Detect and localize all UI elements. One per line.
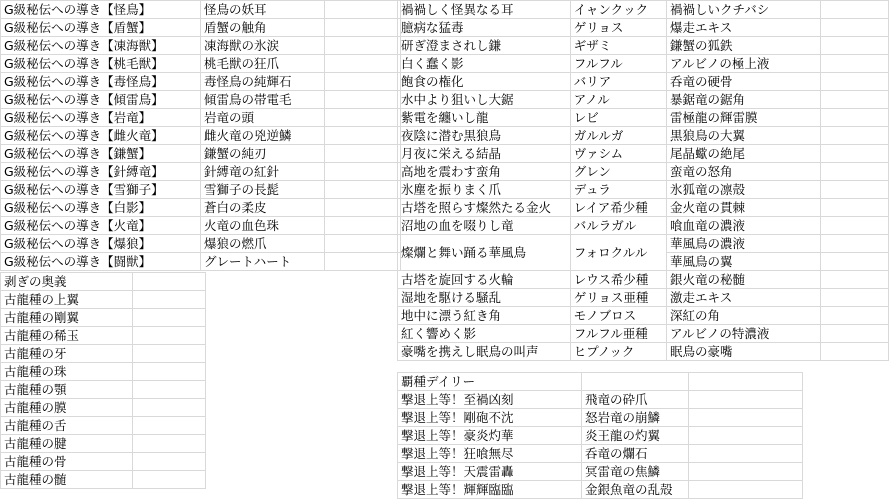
haryu-quest-cell[interactable]: 撃退上等！豪炎灼華 bbox=[398, 427, 582, 445]
empty-cell[interactable] bbox=[820, 91, 888, 109]
haryu-material-cell[interactable]: 金銀魚竜の乱殻 bbox=[582, 481, 689, 499]
empty-cell[interactable] bbox=[582, 373, 689, 391]
empty-cell[interactable] bbox=[820, 343, 888, 361]
mark-name-cell[interactable]: 高地を震わす蛮角 bbox=[398, 163, 571, 181]
mark-name-cell[interactable]: 飽食の権化 bbox=[398, 73, 571, 91]
guide-material-cell[interactable]: 針縛竜の紅針 bbox=[201, 163, 325, 181]
hagi-item-cell[interactable]: 古龍種の牙 bbox=[1, 345, 133, 363]
empty-cell[interactable] bbox=[689, 463, 803, 481]
haryu-material-cell[interactable]: 怒岩竜の崩鱗 bbox=[582, 409, 689, 427]
mark-monster-cell[interactable]: デュラ bbox=[570, 181, 666, 199]
table-row bbox=[1, 217, 401, 235]
guide-material-cell[interactable]: 爆狼の燃爪 bbox=[201, 235, 325, 253]
table-row bbox=[398, 445, 803, 463]
hagi-item-cell[interactable]: 古龍種の腱 bbox=[1, 435, 133, 453]
empty-cell[interactable] bbox=[325, 91, 401, 109]
empty-cell[interactable] bbox=[325, 127, 401, 145]
empty-cell[interactable] bbox=[689, 409, 803, 427]
table-row bbox=[1, 381, 206, 399]
hagi-item-cell[interactable]: 古龍種の舌 bbox=[1, 417, 133, 435]
table-row bbox=[398, 181, 889, 199]
empty-cell[interactable] bbox=[325, 55, 401, 73]
guide-item-cell[interactable]: G級秘伝への導き【毒怪鳥】 bbox=[1, 73, 201, 91]
mark-material-cell[interactable]: 銀火竜の秘髄 bbox=[667, 271, 821, 289]
empty-cell[interactable] bbox=[325, 109, 401, 127]
table-row bbox=[398, 343, 889, 361]
hagi-heading-cell[interactable]: 剥ぎの奥義 bbox=[1, 273, 133, 291]
guide-material-cell[interactable]: 毒怪鳥の純輝石 bbox=[201, 73, 325, 91]
haryu-material-cell[interactable]: 飛竜の砕爪 bbox=[582, 391, 689, 409]
empty-cell[interactable] bbox=[820, 1, 888, 19]
empty-cell[interactable] bbox=[820, 37, 888, 55]
mark-monster-cell[interactable]: ヒプノック bbox=[570, 343, 666, 361]
table-row bbox=[398, 409, 803, 427]
table-row bbox=[398, 271, 889, 289]
mark-name-cell[interactable]: 水中より狙いし大鋸 bbox=[398, 91, 571, 109]
guide-item-cell[interactable]: G級秘伝への導き【爆狼】 bbox=[1, 235, 201, 253]
empty-cell[interactable] bbox=[325, 253, 401, 271]
empty-cell[interactable] bbox=[133, 291, 206, 309]
table-row bbox=[1, 37, 401, 55]
empty-cell[interactable] bbox=[820, 235, 888, 253]
guide-table bbox=[0, 0, 401, 271]
mark-name-cell[interactable]: 紫電を纏いし龍 bbox=[398, 109, 571, 127]
mark-material-cell[interactable]: 黒狼鳥の大翼 bbox=[667, 127, 821, 145]
empty-cell[interactable] bbox=[325, 19, 401, 37]
empty-cell[interactable] bbox=[820, 19, 888, 37]
table-row bbox=[1, 109, 401, 127]
table-row bbox=[1, 73, 401, 91]
mark-monster-cell[interactable]: レウス希少種 bbox=[570, 271, 666, 289]
mark-name-cell[interactable]: 白く蠢く影 bbox=[398, 55, 571, 73]
table-row bbox=[398, 289, 889, 307]
mark-monster-cell[interactable]: レイア希少種 bbox=[570, 199, 666, 217]
mark-monster-cell[interactable]: フルフル bbox=[570, 55, 666, 73]
empty-cell[interactable] bbox=[820, 217, 888, 235]
guide-material-cell[interactable]: 怪鳥の妖耳 bbox=[201, 1, 325, 19]
table-row bbox=[398, 463, 803, 481]
table-row bbox=[1, 471, 206, 489]
guide-material-cell[interactable]: 雌火竜の兇逆鱗 bbox=[201, 127, 325, 145]
guide-item-cell[interactable]: G級秘伝への導き【針縛竜】 bbox=[1, 163, 201, 181]
empty-cell[interactable] bbox=[820, 199, 888, 217]
empty-cell[interactable] bbox=[325, 1, 401, 19]
empty-cell[interactable] bbox=[820, 109, 888, 127]
mark-monster-cell[interactable]: ゲリョス亜種 bbox=[570, 289, 666, 307]
empty-cell[interactable] bbox=[325, 163, 401, 181]
empty-cell[interactable] bbox=[820, 145, 888, 163]
guide-material-cell[interactable]: 蒼白の柔皮 bbox=[201, 199, 325, 217]
mark-material-cell[interactable]: 禍禍しいクチバシ bbox=[667, 1, 821, 19]
guide-item-cell[interactable]: G級秘伝への導き【岩竜】 bbox=[1, 109, 201, 127]
mark-material-cell[interactable]: 蛮竜の怒角 bbox=[667, 163, 821, 181]
table-row bbox=[1, 19, 401, 37]
guide-material-cell[interactable]: 盾蟹の触角 bbox=[201, 19, 325, 37]
mark-monster-cell[interactable]: グレン bbox=[570, 163, 666, 181]
mark-name-cell[interactable]: 紅く響めく影 bbox=[398, 325, 571, 343]
table-row bbox=[1, 199, 401, 217]
table-row bbox=[1, 345, 206, 363]
empty-cell[interactable] bbox=[820, 307, 888, 325]
mark-name-cell[interactable]: 研ぎ澄まされし鎌 bbox=[398, 37, 571, 55]
hagi-table bbox=[0, 272, 206, 489]
empty-cell[interactable] bbox=[133, 273, 206, 291]
empty-cell[interactable] bbox=[133, 435, 206, 453]
mark-name-cell[interactable]: 地中に漂う紅き角 bbox=[398, 307, 571, 325]
mark-material-cell[interactable]: アルビノの特濃液 bbox=[667, 325, 821, 343]
haryu-quest-cell[interactable]: 撃退上等！輝輝臨臨 bbox=[398, 481, 582, 499]
empty-cell[interactable] bbox=[820, 127, 888, 145]
table-row bbox=[1, 417, 206, 435]
table-row bbox=[398, 145, 889, 163]
empty-cell[interactable] bbox=[325, 235, 401, 253]
table-row bbox=[1, 399, 206, 417]
mark-table bbox=[397, 0, 889, 361]
haryu-material-cell[interactable]: 呑竜の爛石 bbox=[582, 445, 689, 463]
mark-name-cell[interactable]: 月夜に栄える結晶 bbox=[398, 145, 571, 163]
mark-monster-cell[interactable]: レビ bbox=[570, 109, 666, 127]
guide-item-cell[interactable]: G級秘伝への導き【桃毛獣】 bbox=[1, 55, 201, 73]
hagi-item-cell[interactable]: 古龍種の稀玉 bbox=[1, 327, 133, 345]
mark-monster-cell[interactable]: モノブロス bbox=[570, 307, 666, 325]
table-row bbox=[398, 391, 803, 409]
empty-cell[interactable] bbox=[820, 253, 888, 271]
table-row bbox=[398, 481, 803, 499]
guide-item-cell[interactable]: G級秘伝への導き【傾雷鳥】 bbox=[1, 91, 201, 109]
empty-cell[interactable] bbox=[133, 327, 206, 345]
mark-monster-cell[interactable]: バリア bbox=[570, 73, 666, 91]
mark-material-cell[interactable]: 爆走エキス bbox=[667, 19, 821, 37]
empty-cell[interactable] bbox=[820, 163, 888, 181]
empty-cell[interactable] bbox=[133, 363, 206, 381]
table-row bbox=[398, 55, 889, 73]
mark-name-cell[interactable]: 夜陰に潜む黒狼鳥 bbox=[398, 127, 571, 145]
haryu-material-cell[interactable]: 冥雷竜の焦鱗 bbox=[582, 463, 689, 481]
haryu-quest-cell[interactable]: 撃退上等！天震雷轟 bbox=[398, 463, 582, 481]
empty-cell[interactable] bbox=[689, 445, 803, 463]
table-row bbox=[1, 145, 401, 163]
hagi-item-cell[interactable]: 古龍種の骨 bbox=[1, 453, 133, 471]
hagi-item-cell[interactable]: 古龍種の剛翼 bbox=[1, 309, 133, 327]
guide-material-cell[interactable]: 岩竜の頭 bbox=[201, 109, 325, 127]
guide-material-cell[interactable]: 雪獅子の長髭 bbox=[201, 181, 325, 199]
mark-monster-cell[interactable]: フォロクルル bbox=[570, 235, 666, 271]
mark-material-cell[interactable]: 鎌蟹の狐鉄 bbox=[667, 37, 821, 55]
empty-cell[interactable] bbox=[689, 373, 803, 391]
guide-material-cell[interactable]: 凍海獣の氷涙 bbox=[201, 37, 325, 55]
table-row bbox=[1, 55, 401, 73]
empty-cell[interactable] bbox=[133, 453, 206, 471]
empty-cell[interactable] bbox=[820, 181, 888, 199]
mark-material-cell[interactable]: 氷狐竜の凛殻 bbox=[667, 181, 821, 199]
mark-monster-cell[interactable]: ガルルガ bbox=[570, 127, 666, 145]
table-row bbox=[398, 307, 889, 325]
mark-material-cell[interactable]: 呑竜の硬骨 bbox=[667, 73, 821, 91]
hagi-item-cell[interactable]: 古龍種の髄 bbox=[1, 471, 133, 489]
table-row bbox=[398, 199, 889, 217]
table-row bbox=[1, 235, 401, 253]
hagi-item-cell[interactable]: 古龍種の珠 bbox=[1, 363, 133, 381]
mark-material-cell[interactable]: 華風鳥の濃液 bbox=[667, 235, 821, 253]
guide-item-cell[interactable]: G級秘伝への導き【白影】 bbox=[1, 199, 201, 217]
haryu-material-cell[interactable]: 炎王龍の灼翼 bbox=[582, 427, 689, 445]
empty-cell[interactable] bbox=[133, 417, 206, 435]
empty-cell[interactable] bbox=[133, 399, 206, 417]
guide-item-cell[interactable]: G級秘伝への導き【怪鳥】 bbox=[1, 1, 201, 19]
table-row bbox=[1, 1, 401, 19]
empty-cell[interactable] bbox=[325, 181, 401, 199]
table-row bbox=[398, 1, 889, 19]
guide-item-cell[interactable]: G級秘伝への導き【凍海獣】 bbox=[1, 37, 201, 55]
mark-material-cell[interactable]: 金火竜の貫棘 bbox=[667, 199, 821, 217]
table-row bbox=[1, 291, 206, 309]
table-row bbox=[398, 109, 889, 127]
guide-material-cell[interactable]: グレートハート bbox=[201, 253, 325, 271]
mark-monster-cell[interactable]: ヴァシム bbox=[570, 145, 666, 163]
guide-material-cell[interactable]: 桃毛獣の狂爪 bbox=[201, 55, 325, 73]
table-row bbox=[1, 363, 206, 381]
guide-item-cell[interactable]: G級秘伝への導き【雌火竜】 bbox=[1, 127, 201, 145]
table-row bbox=[398, 325, 889, 343]
haryu-table bbox=[397, 372, 803, 499]
table-row bbox=[398, 127, 889, 145]
table-row bbox=[1, 181, 401, 199]
empty-cell[interactable] bbox=[133, 381, 206, 399]
empty-cell[interactable] bbox=[820, 271, 888, 289]
mark-material-cell[interactable]: 暴鋸竜の鋸角 bbox=[667, 91, 821, 109]
table-row bbox=[398, 91, 889, 109]
mark-name-cell[interactable]: 湿地を駆ける騒乱 bbox=[398, 289, 571, 307]
empty-cell[interactable] bbox=[325, 145, 401, 163]
mark-name-cell[interactable]: 豪嘴を携えし眠鳥の叫声 bbox=[398, 343, 571, 361]
empty-cell[interactable] bbox=[325, 217, 401, 235]
table-row bbox=[1, 91, 401, 109]
guide-item-cell[interactable]: G級秘伝への導き【火竜】 bbox=[1, 217, 201, 235]
haryu-quest-cell[interactable]: 撃退上等！狂喰無尽 bbox=[398, 445, 582, 463]
table-row bbox=[1, 273, 206, 291]
table-row bbox=[1, 253, 401, 271]
mark-name-cell[interactable]: 燦爛と舞い踊る華風鳥 bbox=[398, 235, 571, 271]
table-row bbox=[398, 19, 889, 37]
mark-monster-cell[interactable]: ギザミ bbox=[570, 37, 666, 55]
mark-name-cell[interactable]: 古塔を照らす燦然たる金火 bbox=[398, 199, 571, 217]
empty-cell[interactable] bbox=[325, 73, 401, 91]
guide-material-cell[interactable]: 火竜の血色珠 bbox=[201, 217, 325, 235]
guide-item-cell[interactable]: G級秘伝への導き【闘獣】 bbox=[1, 253, 201, 271]
empty-cell[interactable] bbox=[133, 471, 206, 489]
table-row bbox=[398, 217, 889, 235]
haryu-quest-cell[interactable]: 撃退上等！剛砲不沈 bbox=[398, 409, 582, 427]
mark-name-cell[interactable]: 古塔を旋回する火輪 bbox=[398, 271, 571, 289]
empty-cell[interactable] bbox=[133, 309, 206, 327]
mark-material-cell[interactable]: 華風鳥の翼 bbox=[667, 253, 821, 271]
mark-material-cell[interactable]: 眠鳥の豪嘴 bbox=[667, 343, 821, 361]
empty-cell[interactable] bbox=[325, 37, 401, 55]
mark-material-cell[interactable]: 喰血竜の濃液 bbox=[667, 217, 821, 235]
mark-monster-cell[interactable]: イャンクック bbox=[570, 1, 666, 19]
table-row bbox=[1, 309, 206, 327]
empty-cell[interactable] bbox=[325, 199, 401, 217]
mark-name-cell[interactable]: 氷塵を振りまく爪 bbox=[398, 181, 571, 199]
empty-cell[interactable] bbox=[689, 481, 803, 499]
table-row bbox=[1, 327, 206, 345]
empty-cell[interactable] bbox=[133, 345, 206, 363]
empty-cell[interactable] bbox=[689, 427, 803, 445]
table-row bbox=[398, 235, 889, 253]
empty-cell[interactable] bbox=[820, 289, 888, 307]
table-row bbox=[398, 427, 803, 445]
table-row bbox=[398, 163, 889, 181]
haryu-heading-cell[interactable]: 覇種デイリー bbox=[398, 373, 582, 391]
mark-material-cell[interactable]: 深紅の角 bbox=[667, 307, 821, 325]
table-row bbox=[398, 373, 803, 391]
guide-item-cell[interactable]: G級秘伝への導き【雪獅子】 bbox=[1, 181, 201, 199]
guide-material-cell[interactable]: 傾雷鳥の帯電毛 bbox=[201, 91, 325, 109]
mark-name-cell[interactable]: 臆病な猛毒 bbox=[398, 19, 571, 37]
mark-name-cell[interactable]: 禍禍しく怪異なる耳 bbox=[398, 1, 571, 19]
hagi-item-cell[interactable]: 古龍種の顎 bbox=[1, 381, 133, 399]
guide-item-cell[interactable]: G級秘伝への導き【鎌蟹】 bbox=[1, 145, 201, 163]
table-row bbox=[1, 163, 401, 181]
mark-monster-cell[interactable]: ゲリョス bbox=[570, 19, 666, 37]
table-row bbox=[1, 127, 401, 145]
empty-cell[interactable] bbox=[820, 55, 888, 73]
table-row bbox=[1, 435, 206, 453]
empty-cell[interactable] bbox=[820, 325, 888, 343]
hagi-item-cell[interactable]: 古龍種の上翼 bbox=[1, 291, 133, 309]
table-row bbox=[398, 37, 889, 55]
hagi-item-cell[interactable]: 古龍種の膜 bbox=[1, 399, 133, 417]
mark-material-cell[interactable]: 雷極龍の輝雷膜 bbox=[667, 109, 821, 127]
table-row bbox=[398, 73, 889, 91]
mark-monster-cell[interactable]: フルフル亜種 bbox=[570, 325, 666, 343]
guide-material-cell[interactable]: 鎌蟹の純刃 bbox=[201, 145, 325, 163]
mark-material-cell[interactable]: 尾晶蠍の絶尾 bbox=[667, 145, 821, 163]
table-row bbox=[1, 453, 206, 471]
mark-name-cell[interactable]: 沼地の血を啜りし竜 bbox=[398, 217, 571, 235]
haryu-quest-cell[interactable]: 撃退上等！至禍凶刻 bbox=[398, 391, 582, 409]
mark-material-cell[interactable]: アルビノの極上液 bbox=[667, 55, 821, 73]
mark-monster-cell[interactable]: アノル bbox=[570, 91, 666, 109]
mark-monster-cell[interactable]: バルラガル bbox=[570, 217, 666, 235]
empty-cell[interactable] bbox=[820, 73, 888, 91]
empty-cell[interactable] bbox=[689, 391, 803, 409]
guide-item-cell[interactable]: G級秘伝への導き【盾蟹】 bbox=[1, 19, 201, 37]
mark-material-cell[interactable]: 激走エキス bbox=[667, 289, 821, 307]
